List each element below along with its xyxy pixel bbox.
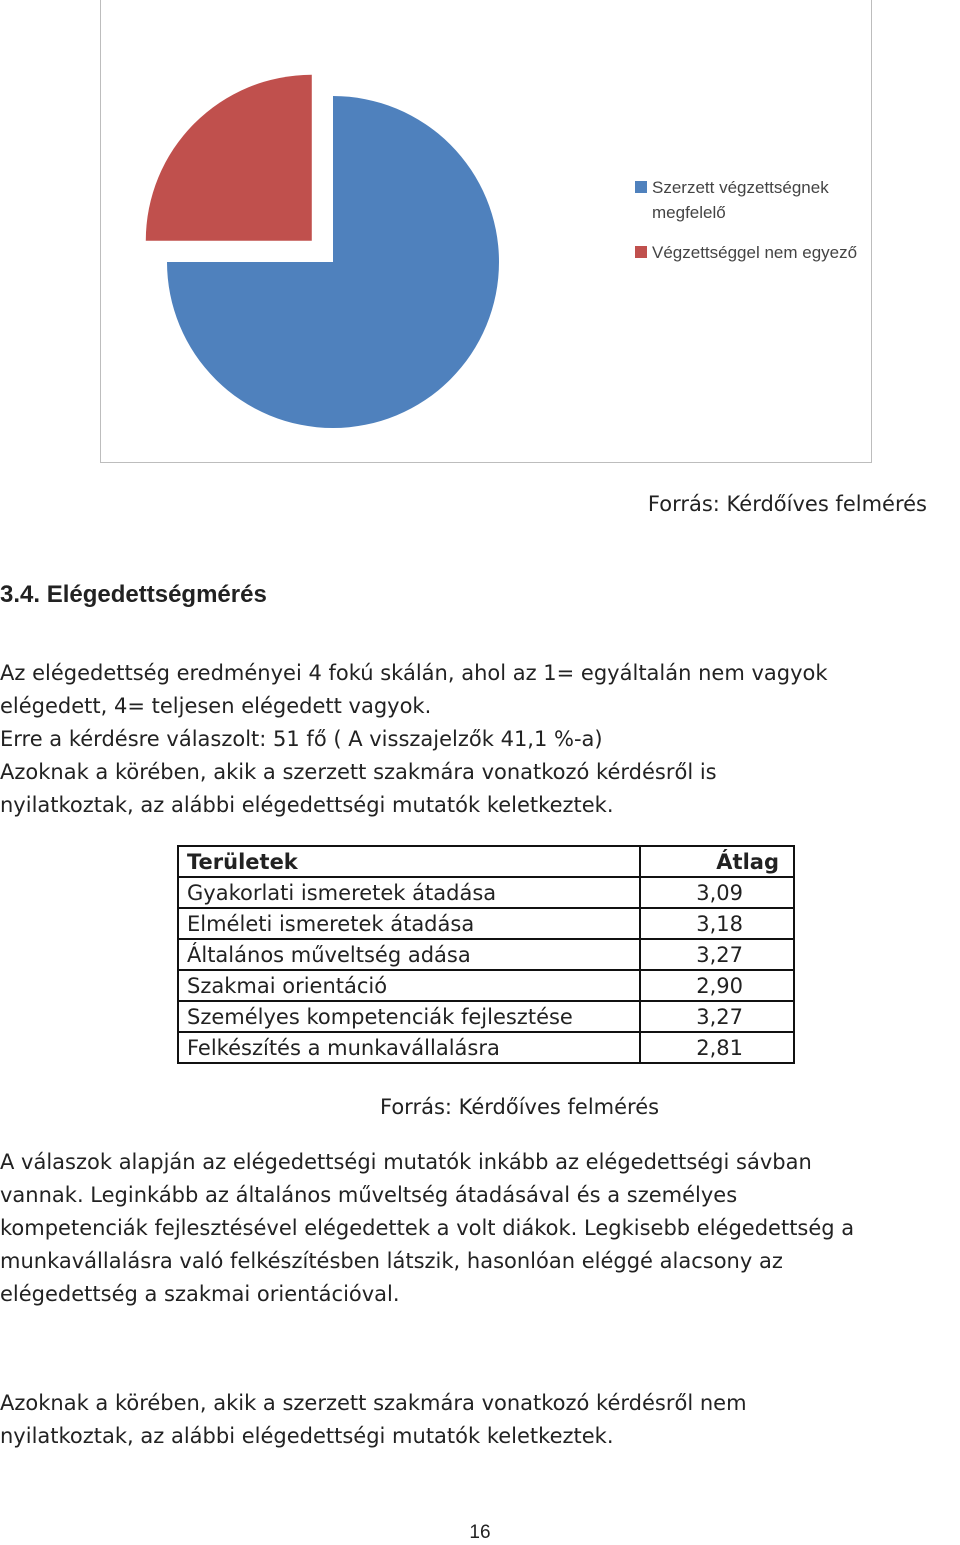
table-cell-area: Szakmai orientáció bbox=[178, 970, 640, 1001]
pie-slice-1 bbox=[146, 75, 312, 241]
table-cell-value: 2,81 bbox=[640, 1032, 794, 1063]
analysis-line: elégedettség a szakmai orientációval. bbox=[0, 1282, 400, 1306]
analysis-line: kompetenciák fejlesztésével elégedettek a volt diákok. Legkisebb elégedettség a bbox=[0, 1216, 855, 1240]
analysis-line: munkavállalásra való felkészítésben látszik, hasonlóan eléggé alacsony az bbox=[0, 1249, 783, 1273]
legend-swatch-0 bbox=[635, 181, 647, 193]
satisfaction-table bbox=[177, 845, 795, 1064]
table-cell-area: Felkészítés a munkavállalásra bbox=[178, 1032, 640, 1063]
analysis-line: vannak. Leginkább az általános műveltség átadásával és a személyes bbox=[0, 1183, 738, 1207]
closing-line: Azoknak a körében, akik a szerzett szakmára vonatkozó kérdésről nem bbox=[0, 1391, 747, 1415]
table-cell-area: Személyes kompetenciák fejlesztése bbox=[178, 1001, 640, 1032]
table-row bbox=[178, 970, 794, 1001]
table-cell-value: 2,90 bbox=[640, 970, 794, 1001]
table-source: Forrás: Kérdőíves felmérés bbox=[380, 1095, 660, 1119]
legend-label-0: Szerzett végzettségnek megfelelő bbox=[652, 178, 829, 222]
intro-line: Erre a kérdésre válaszolt: 51 fő ( A visszajelzők 41,1 %-a) bbox=[0, 727, 603, 751]
table-cell-value: 3,09 bbox=[640, 877, 794, 908]
section-heading: 3.4. Elégedettségmérés bbox=[0, 581, 267, 608]
table-header-area: Területek bbox=[178, 846, 640, 877]
pie-chart-svg bbox=[101, 0, 873, 463]
table-cell-area: Elméleti ismeretek átadása bbox=[178, 908, 640, 939]
closing-line: nyilatkoztak, az alábbi elégedettségi mutatók keletkeztek. bbox=[0, 1424, 614, 1448]
table-row bbox=[178, 939, 794, 970]
page-number: 16 bbox=[469, 1522, 491, 1543]
table-cell-area: Általános műveltség adása bbox=[178, 939, 640, 970]
analysis-line: A válaszok alapján az elégedettségi mutatók inkább az elégedettségi sávban bbox=[0, 1150, 812, 1174]
table-cell-value: 3,27 bbox=[640, 1001, 794, 1032]
intro-line: elégedett, 4= teljesen elégedett vagyok. bbox=[0, 694, 432, 718]
table-row bbox=[178, 908, 794, 939]
legend-swatch-1 bbox=[635, 246, 647, 258]
chart-source: Forrás: Kérdőíves felmérés bbox=[647, 492, 927, 516]
table-row bbox=[178, 1001, 794, 1032]
table-header-average: Átlag bbox=[640, 846, 794, 877]
intro-line: nyilatkoztak, az alábbi elégedettségi mutatók keletkeztek. bbox=[0, 793, 614, 817]
pie-chart bbox=[100, 0, 872, 463]
intro-paragraph bbox=[0, 657, 960, 822]
table-cell-value: 3,27 bbox=[640, 939, 794, 970]
table-header-row bbox=[178, 846, 794, 877]
intro-line: Azoknak a körében, akik a szerzett szakmára vonatkozó kérdésről is bbox=[0, 760, 717, 784]
legend-label-1: Végzettséggel nem egyező bbox=[652, 243, 858, 262]
analysis-paragraph bbox=[0, 1146, 960, 1311]
table-row bbox=[178, 877, 794, 908]
table-row bbox=[178, 1032, 794, 1063]
table-cell-area: Gyakorlati ismeretek átadása bbox=[178, 877, 640, 908]
closing-paragraph bbox=[0, 1387, 960, 1453]
intro-line: Az elégedettség eredményei 4 fokú skálán, ahol az 1= egyáltalán nem vagyok bbox=[0, 661, 828, 685]
table-cell-value: 3,18 bbox=[640, 908, 794, 939]
